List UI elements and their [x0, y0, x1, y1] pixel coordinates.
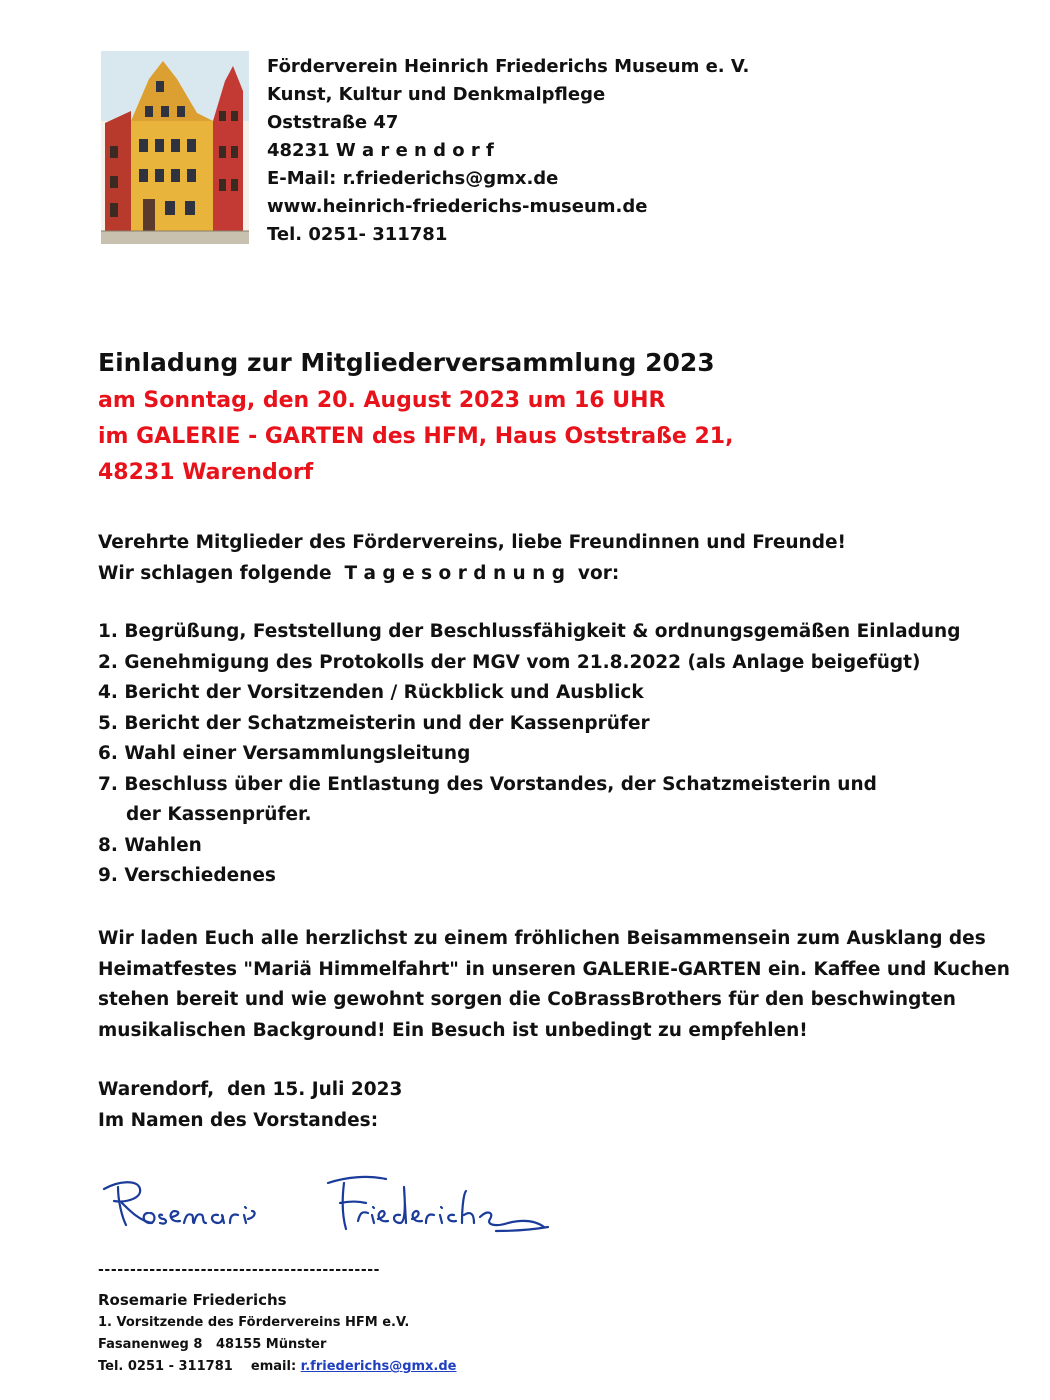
signer-role: 1. Vorsitzende des Fördervereins HFM e.V. [98, 1315, 410, 1330]
signer-phone: Tel. 0251 - 311781 [98, 1359, 233, 1374]
list-item: 6. Wahl einer Versammlungsleitung [98, 743, 471, 764]
closing-line: stehen bereit und wie gewohnt sorgen die CoBrassBrothers für den beschwingten [98, 989, 956, 1010]
event-date: am Sonntag, den 20. August 2023 um 16 UHR [98, 388, 666, 413]
place-date: Warendorf, den 15. Juli 2023 [98, 1079, 403, 1100]
agenda-intro-word: T a g e s o r d n u n g [344, 562, 566, 584]
signer-name: Rosemarie Friederichs [98, 1291, 287, 1309]
signer-email-label: email: [250, 1359, 297, 1374]
closing-line: musikalischen Background! Ein Besuch ist unbedingt zu empfehlen! [98, 1019, 808, 1041]
event-location: im GALERIE - GARTEN des HFM, Haus Oststraße 21, [98, 424, 734, 449]
signature-rule: -------------------------------------------- [98, 1262, 381, 1278]
org-subtitle: Kunst, Kultur und Denkmalpflege [267, 84, 606, 105]
closing-paragraph [98, 924, 1010, 1046]
org-street: Oststraße 47 [267, 112, 399, 133]
invitation-heading [98, 343, 733, 491]
signer-contact-line [98, 1356, 457, 1378]
list-item: 5. Bericht der Schatzmeisterin und der Kassenprüfer [98, 712, 650, 734]
footer-contact [98, 1288, 457, 1378]
on-behalf: Im Namen des Vorstandes: [98, 1109, 379, 1131]
list-item: 1. Begrüßung, Feststellung der Beschlussfähigkeit & ordnungsgemäßen Einladung [98, 621, 961, 642]
event-city: 48231 Warendorf [98, 460, 314, 485]
place-date-block [98, 1075, 402, 1136]
list-item: 7. Beschluss über die Entlastung des Vorstandes, der Schatzmeisterin und [98, 773, 877, 795]
agenda-intro-suffix: vor: [577, 562, 620, 584]
org-city: 48231 W a r e n d o r f [267, 140, 494, 161]
handwritten-signature [96, 1165, 556, 1240]
signer-address: Fasanenweg 8 48155 Münster [98, 1337, 327, 1352]
signer-email-link[interactable]: r.friederichs@gmx.de [300, 1359, 457, 1374]
list-item: 8. Wahlen [98, 834, 202, 856]
list-item: 9. Verschiedenes [98, 865, 276, 886]
agenda-list [98, 617, 960, 892]
page-title: Einladung zur Mitgliederversammlung 2023 [98, 348, 715, 377]
list-item: 2. Genehmigung des Protokolls der MGV vom 21.8.2022 (als Anlage beigefügt) [98, 651, 921, 673]
greeting-line: Verehrte Mitglieder des Fördervereins, liebe Freundinnen und Freunde! [98, 532, 846, 553]
agenda-intro [98, 559, 846, 590]
letterhead [267, 53, 749, 249]
org-website: www.heinrich-friederichs-museum.de [267, 196, 648, 217]
org-email: E-Mail: r.friederichs@gmx.de [267, 168, 559, 189]
org-name: Förderverein Heinrich Friederichs Museum e. V. [267, 56, 750, 77]
greeting [98, 528, 846, 589]
list-item-continuation: der Kassenprüfer. [126, 804, 312, 825]
museum-logo-painting [101, 51, 249, 244]
list-item: 4. Bericht der Vorsitzenden / Rückblick und Ausblick [98, 682, 644, 703]
org-phone: Tel. 0251- 311781 [267, 224, 448, 245]
closing-line: Wir laden Euch alle herzlichst zu einem fröhlichen Beisammensein zum Ausklang des [98, 928, 986, 949]
closing-line: Heimatfestes "Mariä Himmelfahrt" in unseren GALERIE-GARTEN ein. Kaffee und Kuchen [98, 958, 1010, 980]
agenda-intro-prefix: Wir schlagen folgende [98, 562, 332, 584]
